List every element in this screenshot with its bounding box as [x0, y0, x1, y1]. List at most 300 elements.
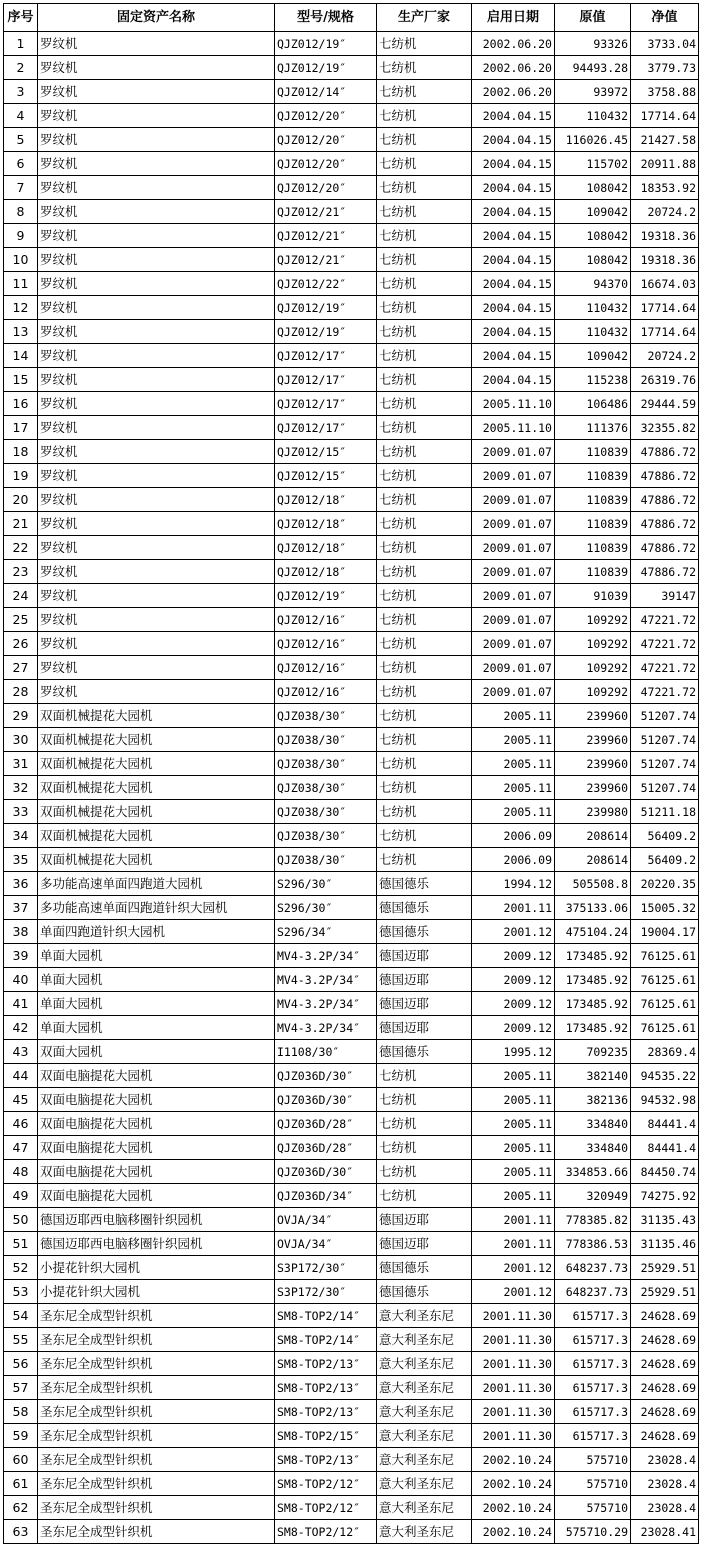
- table-row: [4, 1232, 699, 1256]
- cell-asset-name: 罗纹机: [38, 392, 275, 416]
- cell-model-spec: QJZ036D/30″: [275, 1160, 377, 1184]
- table-row: [4, 128, 699, 152]
- cell-model-spec: SM8-TOP2/12″: [275, 1520, 377, 1544]
- cell-seq: 2: [4, 56, 38, 80]
- cell-manufacturer: 七纺机: [377, 176, 472, 200]
- cell-original-value: 173485.92: [555, 968, 631, 992]
- cell-original-value: 110432: [555, 296, 631, 320]
- cell-net-value: 17714.64: [631, 296, 699, 320]
- table-row: [4, 752, 699, 776]
- cell-asset-name: 罗纹机: [38, 200, 275, 224]
- cell-seq: 53: [4, 1280, 38, 1304]
- cell-manufacturer: 七纺机: [377, 1112, 472, 1136]
- table-row: [4, 176, 699, 200]
- table-row: [4, 1112, 699, 1136]
- cell-asset-name: 罗纹机: [38, 464, 275, 488]
- table-row: [4, 392, 699, 416]
- cell-original-value: 115238: [555, 368, 631, 392]
- cell-net-value: 3758.88: [631, 80, 699, 104]
- cell-start-date: 2004.04.15: [472, 224, 555, 248]
- cell-seq: 26: [4, 632, 38, 656]
- cell-asset-name: 圣东尼全成型针织机: [38, 1472, 275, 1496]
- header-original-value: 原值: [555, 4, 631, 32]
- cell-model-spec: QJZ012/15″: [275, 464, 377, 488]
- cell-manufacturer: 七纺机: [377, 728, 472, 752]
- cell-asset-name: 多功能高速单面四跑道大园机: [38, 872, 275, 896]
- cell-model-spec: QJZ038/30″: [275, 704, 377, 728]
- cell-model-spec: QJZ012/20″: [275, 104, 377, 128]
- cell-seq: 9: [4, 224, 38, 248]
- cell-original-value: 108042: [555, 176, 631, 200]
- cell-seq: 54: [4, 1304, 38, 1328]
- cell-original-value: 778385.82: [555, 1208, 631, 1232]
- cell-model-spec: OVJA/34″: [275, 1208, 377, 1232]
- cell-model-spec: QJZ012/19″: [275, 56, 377, 80]
- cell-net-value: 76125.61: [631, 1016, 699, 1040]
- cell-original-value: 615717.3: [555, 1400, 631, 1424]
- cell-start-date: 2005.11: [472, 1088, 555, 1112]
- cell-manufacturer: 七纺机: [377, 416, 472, 440]
- cell-original-value: 91039: [555, 584, 631, 608]
- cell-manufacturer: 德国德乐: [377, 872, 472, 896]
- cell-asset-name: 德国迈耶西电脑移圈针织园机: [38, 1208, 275, 1232]
- cell-original-value: 173485.92: [555, 944, 631, 968]
- cell-seq: 40: [4, 968, 38, 992]
- cell-manufacturer: 德国迈耶: [377, 1232, 472, 1256]
- cell-net-value: 24628.69: [631, 1424, 699, 1448]
- table-row: [4, 1448, 699, 1472]
- header-row: [4, 4, 699, 32]
- cell-asset-name: 单面大园机: [38, 992, 275, 1016]
- cell-manufacturer: 七纺机: [377, 152, 472, 176]
- cell-start-date: 2005.11: [472, 704, 555, 728]
- cell-model-spec: QJZ038/30″: [275, 824, 377, 848]
- cell-model-spec: S3P172/30″: [275, 1256, 377, 1280]
- cell-start-date: 2009.01.07: [472, 680, 555, 704]
- cell-seq: 21: [4, 512, 38, 536]
- table-row: [4, 1256, 699, 1280]
- cell-asset-name: 罗纹机: [38, 176, 275, 200]
- header-seq: 序号: [4, 4, 38, 32]
- cell-original-value: 94493.28: [555, 56, 631, 80]
- cell-net-value: 39147: [631, 584, 699, 608]
- cell-seq: 16: [4, 392, 38, 416]
- cell-model-spec: QJZ012/17″: [275, 368, 377, 392]
- cell-seq: 61: [4, 1472, 38, 1496]
- cell-net-value: 47221.72: [631, 656, 699, 680]
- cell-manufacturer: 七纺机: [377, 1064, 472, 1088]
- cell-original-value: 709235: [555, 1040, 631, 1064]
- cell-manufacturer: 德国迈耶: [377, 992, 472, 1016]
- cell-manufacturer: 意大利圣东尼: [377, 1400, 472, 1424]
- cell-asset-name: 罗纹机: [38, 104, 275, 128]
- cell-net-value: 15005.32: [631, 896, 699, 920]
- cell-asset-name: 罗纹机: [38, 584, 275, 608]
- cell-original-value: 109292: [555, 608, 631, 632]
- cell-net-value: 47221.72: [631, 632, 699, 656]
- cell-model-spec: SM8-TOP2/13″: [275, 1448, 377, 1472]
- cell-manufacturer: 七纺机: [377, 1136, 472, 1160]
- cell-asset-name: 双面机械提花大园机: [38, 704, 275, 728]
- cell-model-spec: QJZ036D/28″: [275, 1112, 377, 1136]
- cell-seq: 36: [4, 872, 38, 896]
- cell-start-date: 2009.01.07: [472, 440, 555, 464]
- cell-original-value: 575710: [555, 1448, 631, 1472]
- table-row: [4, 704, 699, 728]
- table-row: [4, 1136, 699, 1160]
- table-row: [4, 1040, 699, 1064]
- cell-start-date: 1994.12: [472, 872, 555, 896]
- cell-original-value: 94370: [555, 272, 631, 296]
- cell-original-value: 93972: [555, 80, 631, 104]
- table-row: [4, 248, 699, 272]
- cell-seq: 20: [4, 488, 38, 512]
- cell-manufacturer: 德国德乐: [377, 1280, 472, 1304]
- cell-start-date: 2001.11.30: [472, 1400, 555, 1424]
- cell-model-spec: QJZ012/18″: [275, 536, 377, 560]
- cell-asset-name: 罗纹机: [38, 344, 275, 368]
- cell-model-spec: QJZ012/16″: [275, 632, 377, 656]
- cell-start-date: 2001.12: [472, 920, 555, 944]
- cell-start-date: 2005.11: [472, 800, 555, 824]
- cell-net-value: 29444.59: [631, 392, 699, 416]
- cell-asset-name: 罗纹机: [38, 80, 275, 104]
- cell-original-value: 111376: [555, 416, 631, 440]
- cell-original-value: 110432: [555, 104, 631, 128]
- cell-model-spec: QJZ012/18″: [275, 560, 377, 584]
- cell-net-value: 51207.74: [631, 752, 699, 776]
- cell-seq: 41: [4, 992, 38, 1016]
- cell-start-date: 2002.06.20: [472, 56, 555, 80]
- cell-original-value: 334840: [555, 1112, 631, 1136]
- cell-asset-name: 圣东尼全成型针织机: [38, 1328, 275, 1352]
- cell-start-date: 2005.11: [472, 752, 555, 776]
- cell-original-value: 109042: [555, 200, 631, 224]
- cell-asset-name: 罗纹机: [38, 488, 275, 512]
- cell-net-value: 74275.92: [631, 1184, 699, 1208]
- cell-net-value: 16674.03: [631, 272, 699, 296]
- cell-original-value: 109292: [555, 680, 631, 704]
- cell-manufacturer: 七纺机: [377, 536, 472, 560]
- cell-manufacturer: 七纺机: [377, 80, 472, 104]
- cell-seq: 50: [4, 1208, 38, 1232]
- cell-original-value: 615717.3: [555, 1328, 631, 1352]
- cell-model-spec: S3P172/30″: [275, 1280, 377, 1304]
- cell-net-value: 17714.64: [631, 104, 699, 128]
- cell-net-value: 20724.2: [631, 200, 699, 224]
- table-body: [4, 32, 699, 1544]
- cell-seq: 39: [4, 944, 38, 968]
- cell-manufacturer: 七纺机: [377, 584, 472, 608]
- cell-start-date: 2009.12: [472, 968, 555, 992]
- table-row: [4, 1328, 699, 1352]
- cell-asset-name: 单面四跑道针织大园机: [38, 920, 275, 944]
- cell-net-value: 31135.43: [631, 1208, 699, 1232]
- cell-net-value: 17714.64: [631, 320, 699, 344]
- cell-asset-name: 罗纹机: [38, 608, 275, 632]
- cell-original-value: 109292: [555, 656, 631, 680]
- cell-asset-name: 罗纹机: [38, 128, 275, 152]
- cell-manufacturer: 七纺机: [377, 488, 472, 512]
- cell-manufacturer: 德国德乐: [377, 896, 472, 920]
- cell-asset-name: 双面电脑提花大园机: [38, 1184, 275, 1208]
- cell-seq: 17: [4, 416, 38, 440]
- cell-original-value: 382136: [555, 1088, 631, 1112]
- cell-start-date: 2009.12: [472, 992, 555, 1016]
- cell-asset-name: 单面大园机: [38, 944, 275, 968]
- cell-original-value: 93326: [555, 32, 631, 56]
- cell-start-date: 2005.11: [472, 1136, 555, 1160]
- cell-start-date: 2002.10.24: [472, 1496, 555, 1520]
- cell-model-spec: QJZ038/30″: [275, 752, 377, 776]
- cell-start-date: 2005.11.10: [472, 392, 555, 416]
- cell-model-spec: QJZ012/21″: [275, 200, 377, 224]
- cell-original-value: 110839: [555, 512, 631, 536]
- table-row: [4, 488, 699, 512]
- cell-model-spec: QJZ012/18″: [275, 512, 377, 536]
- cell-net-value: 47886.72: [631, 560, 699, 584]
- cell-seq: 28: [4, 680, 38, 704]
- cell-start-date: 2005.11: [472, 728, 555, 752]
- cell-start-date: 2001.11.30: [472, 1328, 555, 1352]
- table-row: [4, 584, 699, 608]
- cell-model-spec: QJZ012/18″: [275, 488, 377, 512]
- cell-asset-name: 圣东尼全成型针织机: [38, 1352, 275, 1376]
- cell-manufacturer: 七纺机: [377, 392, 472, 416]
- cell-original-value: 109292: [555, 632, 631, 656]
- cell-seq: 52: [4, 1256, 38, 1280]
- cell-net-value: 18353.92: [631, 176, 699, 200]
- cell-model-spec: SM8-TOP2/14″: [275, 1304, 377, 1328]
- cell-asset-name: 双面机械提花大园机: [38, 848, 275, 872]
- cell-model-spec: QJZ012/15″: [275, 440, 377, 464]
- cell-start-date: 2002.10.24: [472, 1448, 555, 1472]
- cell-manufacturer: 七纺机: [377, 272, 472, 296]
- cell-model-spec: SM8-TOP2/14″: [275, 1328, 377, 1352]
- cell-start-date: 2009.01.07: [472, 632, 555, 656]
- table-row: [4, 200, 699, 224]
- cell-net-value: 23028.41: [631, 1520, 699, 1544]
- table-row: [4, 1064, 699, 1088]
- cell-start-date: 2009.01.07: [472, 464, 555, 488]
- cell-start-date: 2005.11.10: [472, 416, 555, 440]
- cell-asset-name: 圣东尼全成型针织机: [38, 1304, 275, 1328]
- cell-seq: 44: [4, 1064, 38, 1088]
- cell-seq: 13: [4, 320, 38, 344]
- cell-asset-name: 圣东尼全成型针织机: [38, 1448, 275, 1472]
- table-row: [4, 1208, 699, 1232]
- table-row: [4, 1352, 699, 1376]
- cell-manufacturer: 德国迈耶: [377, 1016, 472, 1040]
- cell-asset-name: 圣东尼全成型针织机: [38, 1520, 275, 1544]
- table-row: [4, 608, 699, 632]
- cell-seq: 46: [4, 1112, 38, 1136]
- cell-model-spec: QJZ012/16″: [275, 656, 377, 680]
- header-net-value: 净值: [631, 4, 699, 32]
- table-row: [4, 944, 699, 968]
- table-row: [4, 800, 699, 824]
- cell-net-value: 47221.72: [631, 608, 699, 632]
- cell-net-value: 24628.69: [631, 1304, 699, 1328]
- cell-net-value: 84441.4: [631, 1136, 699, 1160]
- table-row: [4, 344, 699, 368]
- table-row: [4, 680, 699, 704]
- cell-net-value: 76125.61: [631, 944, 699, 968]
- cell-model-spec: QJZ036D/34″: [275, 1184, 377, 1208]
- cell-start-date: 2004.04.15: [472, 344, 555, 368]
- cell-manufacturer: 七纺机: [377, 296, 472, 320]
- table-row: [4, 32, 699, 56]
- cell-manufacturer: 七纺机: [377, 32, 472, 56]
- cell-seq: 32: [4, 776, 38, 800]
- cell-seq: 48: [4, 1160, 38, 1184]
- cell-manufacturer: 七纺机: [377, 824, 472, 848]
- cell-manufacturer: 德国德乐: [377, 1040, 472, 1064]
- table-row: [4, 512, 699, 536]
- cell-start-date: 2001.11.30: [472, 1376, 555, 1400]
- cell-net-value: 51207.74: [631, 776, 699, 800]
- cell-manufacturer: 七纺机: [377, 104, 472, 128]
- cell-seq: 1: [4, 32, 38, 56]
- cell-asset-name: 罗纹机: [38, 56, 275, 80]
- table-row: [4, 1424, 699, 1448]
- cell-net-value: 76125.61: [631, 992, 699, 1016]
- cell-model-spec: QJZ012/16″: [275, 680, 377, 704]
- cell-net-value: 51211.18: [631, 800, 699, 824]
- cell-manufacturer: 七纺机: [377, 320, 472, 344]
- table-row: [4, 1472, 699, 1496]
- cell-original-value: 382140: [555, 1064, 631, 1088]
- cell-start-date: 2005.11: [472, 1184, 555, 1208]
- cell-start-date: 2001.11: [472, 1208, 555, 1232]
- cell-original-value: 615717.3: [555, 1424, 631, 1448]
- cell-start-date: 2009.01.07: [472, 512, 555, 536]
- table-row: [4, 1160, 699, 1184]
- cell-net-value: 3733.04: [631, 32, 699, 56]
- cell-asset-name: 双面机械提花大园机: [38, 776, 275, 800]
- cell-seq: 12: [4, 296, 38, 320]
- cell-manufacturer: 七纺机: [377, 608, 472, 632]
- cell-manufacturer: 七纺机: [377, 752, 472, 776]
- table-row: [4, 152, 699, 176]
- cell-asset-name: 小提花针织大园机: [38, 1280, 275, 1304]
- cell-manufacturer: 七纺机: [377, 440, 472, 464]
- cell-net-value: 47886.72: [631, 440, 699, 464]
- cell-manufacturer: 七纺机: [377, 224, 472, 248]
- cell-seq: 3: [4, 80, 38, 104]
- table-row: [4, 224, 699, 248]
- cell-model-spec: MV4-3.2P/34″: [275, 944, 377, 968]
- cell-net-value: 21427.58: [631, 128, 699, 152]
- cell-asset-name: 单面大园机: [38, 968, 275, 992]
- cell-net-value: 56409.2: [631, 824, 699, 848]
- cell-model-spec: S296/30″: [275, 896, 377, 920]
- table-row: [4, 104, 699, 128]
- cell-start-date: 2005.11: [472, 776, 555, 800]
- cell-net-value: 23028.4: [631, 1472, 699, 1496]
- cell-model-spec: QJZ012/21″: [275, 248, 377, 272]
- cell-manufacturer: 七纺机: [377, 776, 472, 800]
- cell-seq: 43: [4, 1040, 38, 1064]
- cell-net-value: 20911.88: [631, 152, 699, 176]
- cell-model-spec: QJZ012/16″: [275, 608, 377, 632]
- table-row: [4, 440, 699, 464]
- cell-original-value: 375133.06: [555, 896, 631, 920]
- table-row: [4, 1280, 699, 1304]
- cell-manufacturer: 七纺机: [377, 848, 472, 872]
- table-row: [4, 968, 699, 992]
- cell-seq: 55: [4, 1328, 38, 1352]
- cell-seq: 31: [4, 752, 38, 776]
- table-row: [4, 848, 699, 872]
- cell-net-value: 23028.4: [631, 1496, 699, 1520]
- fixed-assets-table: [3, 3, 699, 1544]
- cell-original-value: 109042: [555, 344, 631, 368]
- cell-original-value: 239980: [555, 800, 631, 824]
- cell-manufacturer: 意大利圣东尼: [377, 1352, 472, 1376]
- cell-asset-name: 罗纹机: [38, 512, 275, 536]
- cell-seq: 58: [4, 1400, 38, 1424]
- cell-manufacturer: 意大利圣东尼: [377, 1472, 472, 1496]
- cell-start-date: 2005.11: [472, 1112, 555, 1136]
- cell-asset-name: 罗纹机: [38, 632, 275, 656]
- cell-start-date: 2005.11: [472, 1064, 555, 1088]
- cell-asset-name: 罗纹机: [38, 272, 275, 296]
- cell-start-date: 2009.01.07: [472, 656, 555, 680]
- cell-seq: 25: [4, 608, 38, 632]
- cell-model-spec: QJZ012/21″: [275, 224, 377, 248]
- cell-asset-name: 罗纹机: [38, 440, 275, 464]
- cell-start-date: 2006.09: [472, 824, 555, 848]
- cell-start-date: 2001.12: [472, 1256, 555, 1280]
- cell-start-date: 2004.04.15: [472, 104, 555, 128]
- cell-seq: 56: [4, 1352, 38, 1376]
- cell-seq: 10: [4, 248, 38, 272]
- cell-model-spec: QJZ036D/28″: [275, 1136, 377, 1160]
- cell-asset-name: 多功能高速单面四跑道针织大园机: [38, 896, 275, 920]
- cell-manufacturer: 七纺机: [377, 560, 472, 584]
- cell-seq: 37: [4, 896, 38, 920]
- cell-seq: 34: [4, 824, 38, 848]
- cell-asset-name: 罗纹机: [38, 560, 275, 584]
- table-row: [4, 1496, 699, 1520]
- cell-original-value: 116026.45: [555, 128, 631, 152]
- cell-original-value: 239960: [555, 728, 631, 752]
- cell-start-date: 2009.12: [472, 1016, 555, 1040]
- header-model-spec: 型号/规格: [275, 4, 377, 32]
- cell-start-date: 2001.11.30: [472, 1352, 555, 1376]
- cell-original-value: 110839: [555, 536, 631, 560]
- cell-model-spec: QJZ012/20″: [275, 128, 377, 152]
- cell-model-spec: QJZ012/17″: [275, 392, 377, 416]
- cell-seq: 7: [4, 176, 38, 200]
- cell-start-date: 2001.11.30: [472, 1304, 555, 1328]
- cell-seq: 19: [4, 464, 38, 488]
- cell-start-date: 2004.04.15: [472, 128, 555, 152]
- cell-manufacturer: 七纺机: [377, 344, 472, 368]
- cell-model-spec: MV4-3.2P/34″: [275, 1016, 377, 1040]
- cell-net-value: 24628.69: [631, 1376, 699, 1400]
- table-row: [4, 920, 699, 944]
- cell-asset-name: 罗纹机: [38, 416, 275, 440]
- cell-model-spec: QJZ012/19″: [275, 296, 377, 320]
- cell-net-value: 84441.4: [631, 1112, 699, 1136]
- cell-model-spec: OVJA/34″: [275, 1232, 377, 1256]
- cell-start-date: 2009.12: [472, 944, 555, 968]
- cell-model-spec: QJZ036D/30″: [275, 1064, 377, 1088]
- cell-original-value: 334840: [555, 1136, 631, 1160]
- cell-asset-name: 德国迈耶西电脑移圈针织园机: [38, 1232, 275, 1256]
